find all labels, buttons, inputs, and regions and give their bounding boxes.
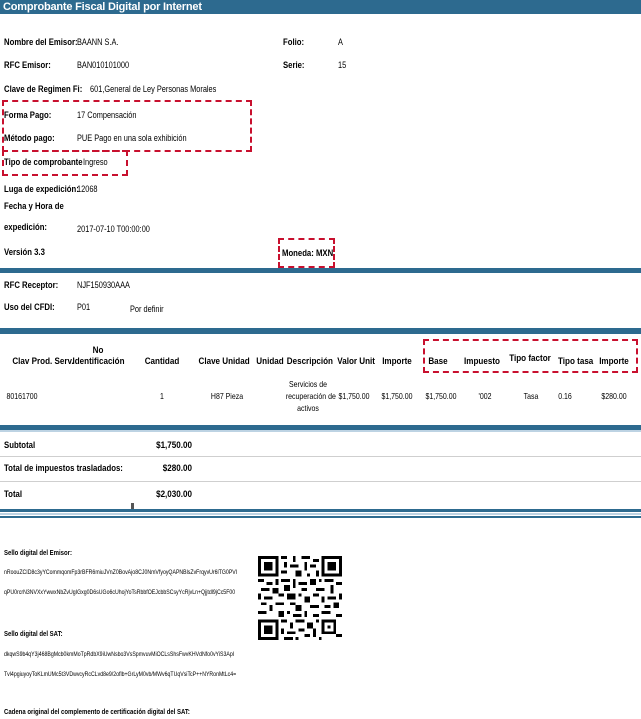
rfc-emisor-label: RFC Emisor: xyxy=(4,60,51,70)
row-tipo-tasa: 0.16 xyxy=(558,391,572,401)
qr-code-icon xyxy=(258,556,342,640)
header-no-id-line1: No xyxy=(92,345,104,356)
serie-label: Serie: xyxy=(283,60,305,70)
header-base: Base xyxy=(428,356,448,367)
subtotal-label: Subtotal xyxy=(4,440,36,451)
uso-cfdi-label: Uso del CFDI: xyxy=(4,302,55,312)
section-separator xyxy=(0,328,641,334)
regimen-value: 601,General de Ley Personas Morales xyxy=(90,84,217,94)
lugar-expedicion-value: 12068 xyxy=(77,184,98,194)
section-separator xyxy=(0,516,641,518)
sello-sat-line1: dkqwS9b4qY3j468BgMcb0kmMoTpRdbX9iUwNsbo3VsSpmvuvMiOCLsShsFwvKHVdNfo0vYiS3ApI xyxy=(4,651,235,658)
row-descripcion-line2: recuperación de xyxy=(285,391,336,401)
forma-pago-value: 17 Compensación xyxy=(77,110,137,120)
section-separator xyxy=(0,268,641,273)
pago-highlight-box xyxy=(2,100,252,152)
header-tipo-tasa: Tipo tasa xyxy=(558,356,594,367)
emisor-name-label: Nombre del Emisor: xyxy=(4,37,78,47)
tipo-comprobante-value: Ingreso xyxy=(83,157,108,167)
total-label: Total xyxy=(4,489,23,500)
title-bar xyxy=(0,0,641,14)
section-separator xyxy=(0,509,641,512)
rfc-receptor-value: NJF150930AAA xyxy=(77,280,130,290)
impuestos-trasladados-label: Total de impuestos trasladados: xyxy=(4,463,123,474)
row-descripcion-line3: activos xyxy=(297,403,319,413)
header-valor-unit: Valor Unit xyxy=(337,356,375,367)
uso-cfdi-description: Por definir xyxy=(130,304,164,314)
fecha-expedicion-value: 2017-07-10 T00:00:00 xyxy=(77,224,150,234)
row-descripcion-line1: Servicios de xyxy=(289,379,327,389)
moneda-label: Moneda: MXN xyxy=(282,248,334,258)
qr-code-image xyxy=(258,556,342,640)
lugar-expedicion-label: Luga de expedición: xyxy=(4,184,79,194)
section-separator-light xyxy=(0,513,641,515)
header-impuesto: Impuesto xyxy=(464,356,500,367)
forma-pago-label: Forma Pago: xyxy=(4,110,52,120)
subtotal-value: $1,750.00 xyxy=(156,440,192,451)
header-importe-tax: Importe xyxy=(599,356,629,367)
metodo-pago-label: Método pago: xyxy=(4,133,55,143)
row-base: $1,750.00 xyxy=(425,391,457,401)
row-tipo-factor: Tasa xyxy=(523,391,539,401)
section-separator-light xyxy=(0,430,641,432)
cadena-original-label: Cadena original del complemento de certificación digital del SAT: xyxy=(4,707,190,716)
totals-divider xyxy=(0,456,641,457)
rfc-emisor-value: BAN010101000 xyxy=(77,60,130,70)
header-no-id-line2: Identificación xyxy=(72,356,125,367)
folio-value: A xyxy=(338,37,343,47)
header-importe: Importe xyxy=(382,356,412,367)
row-impuesto: '002 xyxy=(478,391,492,401)
row-importe-tax: $280.00 xyxy=(601,391,627,401)
fecha-label-line1: Fecha y Hora de xyxy=(4,201,64,211)
sello-emisor-line2: qPU0rcrN3NVXxYwwxNbZvUgIGxg0D6sUGo6cUhojYoTsRbbfOEJcbbSCsyYcRjvLn+Qjjtdl9jCc5F00 xyxy=(4,589,236,596)
tipo-comprobante-label: Tipo de comprobante xyxy=(4,157,83,167)
metodo-pago-value: PUE Pago en una sola exhibición xyxy=(77,133,187,143)
sello-emisor-label: Sello digital del Emisor: xyxy=(4,548,73,557)
serie-value: 15 xyxy=(338,60,347,70)
version-label: Versión 3.3 xyxy=(4,247,45,257)
sello-sat-line2: Tvl4pgiuyoyToKLmUMc5t3VDwvcyRcCLvd8e9/2oflb+GrLyM0vb/MWv6qTUqVsiTcP++NYRonMtLc4= xyxy=(4,671,237,678)
regimen-label: Clave de Regimen Fi: xyxy=(4,84,83,94)
totals-divider xyxy=(0,481,641,482)
row-valor-unit: $1,750.00 xyxy=(338,391,370,401)
row-importe: $1,750.00 xyxy=(381,391,413,401)
emisor-name-value: BAANN S.A. xyxy=(77,37,119,47)
header-clave-unidad: Clave Unidad xyxy=(198,356,250,367)
total-value: $2,030.00 xyxy=(156,489,192,500)
uso-cfdi-code: P01 xyxy=(77,302,91,312)
page-title: Comprobante Fiscal Digital por Internet xyxy=(3,1,202,13)
header-tipo-factor: Tipo factor xyxy=(509,353,551,364)
header-cantidad: Cantidad xyxy=(144,356,180,367)
header-clav-prod: Clav Prod. Serv. xyxy=(12,356,74,367)
sello-emisor-line1: nRoouZCID8c3yYCommqomFp3rBFR6miuJVnZ0BovAjo8CJ0NmVfyoyQAPNBlsZvFrqyvUr6lTG0PVI xyxy=(4,569,238,576)
row-clave-unidad: H87 Pieza xyxy=(210,391,244,401)
sello-sat-label: Sello digital del SAT: xyxy=(4,629,63,638)
header-descripcion: Descripción xyxy=(286,356,333,367)
folio-label: Folio: xyxy=(283,37,305,47)
fecha-label-line2: expedición: xyxy=(4,222,48,232)
rfc-receptor-label: RFC Receptor: xyxy=(4,280,59,290)
impuestos-trasladados-value: $280.00 xyxy=(162,463,192,474)
row-cantidad: 1 xyxy=(160,391,164,401)
header-unidad: Unidad xyxy=(256,356,284,367)
row-clav-prod: 80161700 xyxy=(6,391,38,401)
